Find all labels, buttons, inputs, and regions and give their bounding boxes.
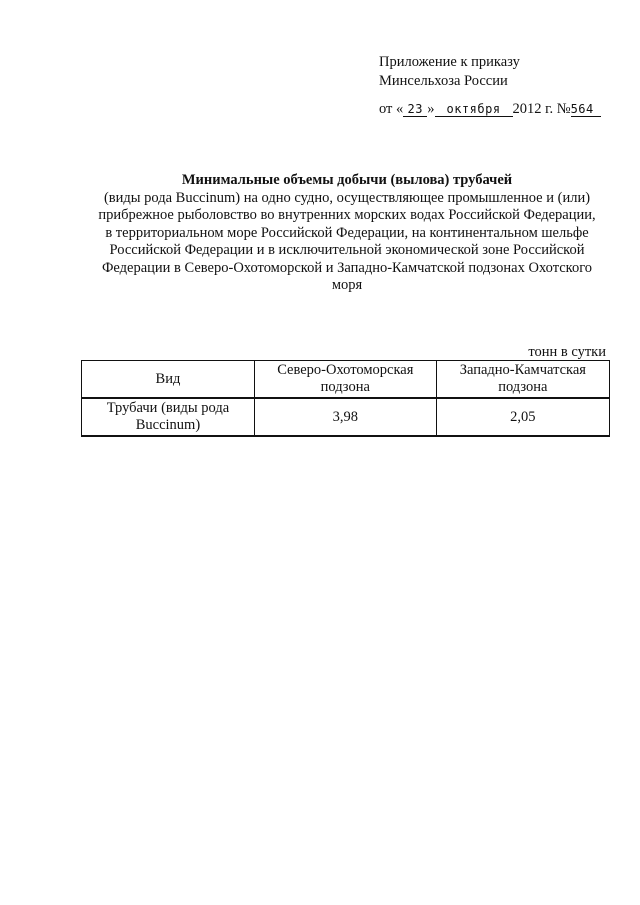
header-species xyxy=(82,361,255,399)
title-line-5: Федерации в Северо-Охотоморской и Западно-Камчатской подзонах Охотского xyxy=(101,259,593,276)
cell-north-okhotsk-value: 3,98 xyxy=(254,398,436,436)
title-heading: Минимальные объемы добычи (вылова) трубачей xyxy=(181,172,513,188)
header-west-kamchatka xyxy=(436,361,609,399)
table-row xyxy=(82,398,610,436)
order-day: 23 xyxy=(403,102,427,117)
order-mid: » xyxy=(427,101,435,117)
title-line-6: моря xyxy=(331,277,363,293)
appendix-line-2: Минсельхоза России xyxy=(379,73,508,89)
cell-species-line-1: Трубачи (виды рода xyxy=(106,400,230,416)
order-month: октября xyxy=(435,102,513,117)
header-west-kamchatka-line-1: Западно-Камчатская xyxy=(459,362,586,378)
header-north-okhotsk xyxy=(254,361,436,399)
cell-species-line-2: Buccinum) xyxy=(135,417,201,433)
title-line-1: (виды рода Buccinum) на одно судно, осуществляющее промышленное и (или) xyxy=(103,189,591,206)
header-north-okhotsk-line-2: подзона xyxy=(320,379,370,395)
table-header-row xyxy=(82,361,610,399)
order-year: 2012 г. № xyxy=(512,101,571,117)
cell-west-kamchatka-value: 2,05 xyxy=(436,398,609,436)
header-west-kamchatka-line-2: подзона xyxy=(498,379,548,395)
title-line-2: прибрежное рыболовство во внутренних морских водах Российской Федерации, xyxy=(98,207,596,223)
header-species-label: Вид xyxy=(155,370,181,387)
cell-species xyxy=(82,398,255,436)
units-label: тонн в сутки xyxy=(528,344,606,360)
title-line-3: в территориальном море Российской Федерации, на континентальном шельфе xyxy=(105,224,589,241)
document-title xyxy=(80,172,614,295)
catch-volume-table xyxy=(81,360,610,437)
appendix-note xyxy=(379,53,520,91)
order-reference xyxy=(379,101,601,118)
title-line-4: Российской Федерации и в исключительной экономической зоне Российской xyxy=(109,242,585,258)
order-number: 564 xyxy=(571,102,601,117)
header-north-okhotsk-line-1: Северо-Охотоморская xyxy=(277,362,414,378)
order-prefix: от « xyxy=(379,101,404,117)
appendix-line-1: Приложение к приказу xyxy=(379,54,520,70)
